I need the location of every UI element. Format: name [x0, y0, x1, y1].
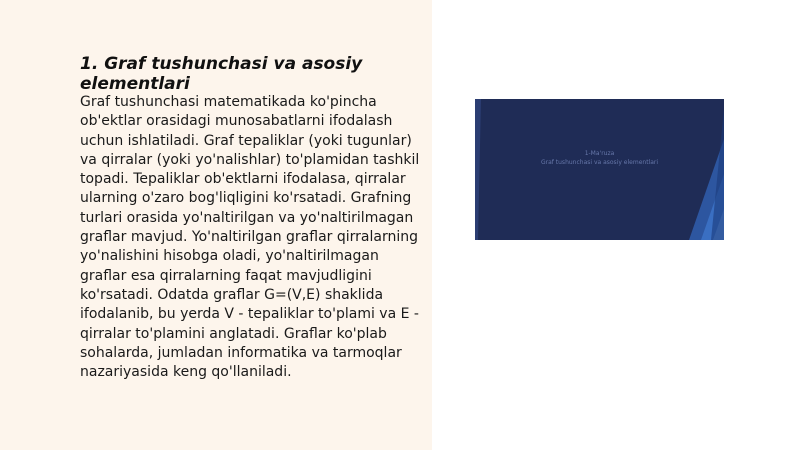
thumbnail-line1: 1-Ma'ruza — [584, 150, 615, 157]
section-title: 1. Graf tushunchasi va asosiy elementlari — [80, 54, 363, 94]
thumbnail-caption — [475, 149, 724, 167]
thumbnail-decoration — [475, 99, 724, 240]
section-body: Graf tushunchasi matematikada ko'pincha ob'ektlar orasidagi munosabatlarni ifodalash uchun ishlatiladi. Graf tepaliklar (yoki tugunlar) va qirralar (yoki yo'nalishlar) to'plamidan tashkil topadi. Tepaliklar ob'ektlarni ifodalasa, qirralar ularning o'zaro bog'liqligini ko'rsatadi. Grafning turlari orasida yo'naltirilgan va yo'naltirilmagan graflar mavjud. Yo'naltirilgan graflar qirralarning yo'nalishini hisobga oladi, yo'naltirilmagan graflar esa qirralarning faqat mavjudligini ko'rsatadi. Odatda graflar G=(V,E) shaklida ifodalanib, bu yerda V - tepaliklar to'plami va E - qirralar to'plamini anglatadi. Graflar ko'plab sohalarda, jumladan informatika va tarmoqlar nazariyasida keng qo'llaniladi. — [80, 94, 420, 381]
slide-thumbnail — [475, 99, 724, 240]
thumbnail-line2: Graf tushunchasi va asosiy elementlari — [540, 159, 659, 166]
